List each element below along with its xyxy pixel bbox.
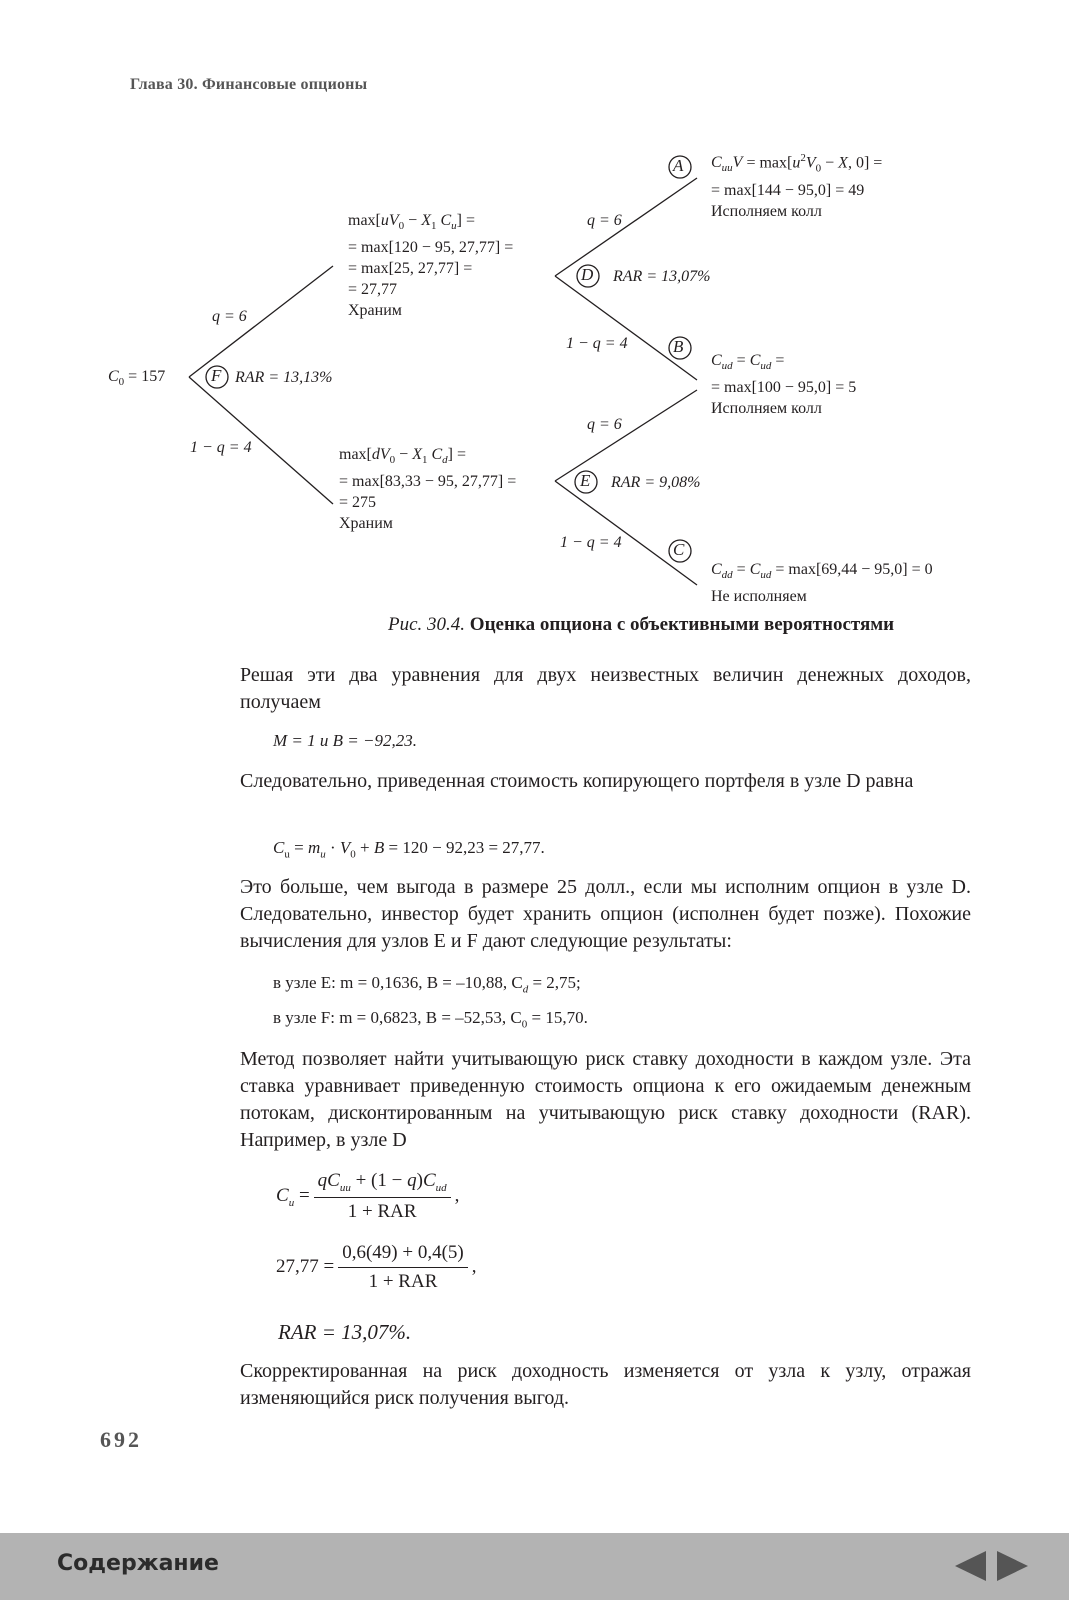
toc-link[interactable]: Содержание [57,1551,219,1576]
formula-3: RAR = 13,07%. [278,1320,412,1344]
node-c-text: $C_{dd} = C_{ud} = \max[69,44 - 95,0] = 0$ Не исполняем [711,561,933,606]
branch-label-d-up: q = 6 [587,212,622,229]
node-d-rar: RAR = 13,07% [613,268,711,285]
prev-page-icon[interactable] [953,1549,987,1583]
figure-caption [388,614,894,636]
node-a-label: A [673,156,684,175]
node-a-text: $C_{uu}V = \max[u^2V_0 - X$, 0] = = max[144 − 95,0] = 49 Исполняем колл [711,152,883,220]
tree-edge-d-up [555,178,697,276]
equation-3: в узле E: m = 0,1636, B = –10,88, $C_d = 2,75$; [273,973,581,996]
equation-4: в узле F: m = 0,6823, B = –52,53, $C_0 = 15,70$. [273,1008,588,1031]
branch-label-e-up: q = 6 [587,416,622,433]
node-u-text: $\max[uV_0 - X_1$ $C_u$] = = max[120 − 95, 27,77] = = max[25, 27,77] = = 27,77 Храним [348,212,514,320]
paragraph-3: Это больше, чем выгода в размере 25 долл., если мы исполним опцион в узле D. Следовательно, инвестор будет хранить опцион (исполнен будет позже). Похожие вычисления для узлов E и F дают следующие результаты: [240,876,971,952]
node-d-label: D [581,265,594,284]
paragraph-2: Следовательно, приведенная стоимость копирующего портфеля в узле D равна [240,770,914,792]
node-d-text: $\max[dV_0 - X_1$ $C_d$] = = max[83,33 − 95, 27,77] = = 275 Храним [339,446,517,533]
tree-c0: $C_0 = 157$ [108,368,166,389]
equation-2: $C_u = m_u \cdot V_0 + B = 120 - 92,23 = 27,77$. [273,838,545,861]
figure-caption-label: Рис. 30.4. [388,614,466,635]
formula-1: $C_u$ = $\frac{qC_{uu} + (1 - q)C_{ud}}{\text{1 + RAR}}$ , [276,1170,460,1222]
tree-edge-f-up [189,266,333,377]
branch-label-e-down: 1 − q = 4 [560,534,622,551]
node-f-label: F [211,366,222,385]
paragraph-1: Решая эти два уравнения для двух неизвестных величин денежных доходов, получаем [240,664,971,713]
footer-bar [0,1533,1069,1600]
tree-edge-d-down [555,276,697,380]
node-e-label: E [580,471,591,490]
branch-label-d-down: 1 − q = 4 [566,335,628,352]
paragraph-5: Скорректированная на риск доходность изменяется от узла к узлу, отражая изменяющийся риск получения выгод. [240,1360,971,1409]
next-page-icon[interactable] [996,1549,1030,1583]
page-number: 692 [100,1427,142,1452]
branch-label-f-down: 1 − q = 4 [190,439,252,456]
running-header: Глава 30. Финансовые опционы [130,76,368,93]
tree-edge-e-up [555,390,697,481]
node-b-label: B [673,337,684,356]
node-b-text: $C_{ud} = C_{ud}$ = = max[100 − 95,0] = 5 Исполняем колл [711,352,857,418]
node-c-label: C [673,540,685,559]
equation-1: M = 1 и B = −92,23. [273,731,417,750]
paragraph-4: Метод позволяет найти учитывающую риск ставку доходности в каждом узле. Эта ставка уравнивает приведенную стоимость опциона к его ожидаемым денежным потокам, дисконтированным на учитывающую риск ставку доходности (RAR). Например, в узле D [240,1048,971,1151]
node-e-rar: RAR = 9,08% [611,474,701,491]
node-f-rar: RAR = 13,13% [235,369,333,386]
figure-caption-title: Оценка опциона с объективными вероятностями [469,614,895,635]
branch-label-f-up: q = 6 [212,308,247,325]
binomial-tree-lines [0,0,1069,620]
formula-2: 27,77 = $\frac{0,6(49) + 0,4(5)}{\text{1 + RAR}}$ , [276,1242,477,1292]
